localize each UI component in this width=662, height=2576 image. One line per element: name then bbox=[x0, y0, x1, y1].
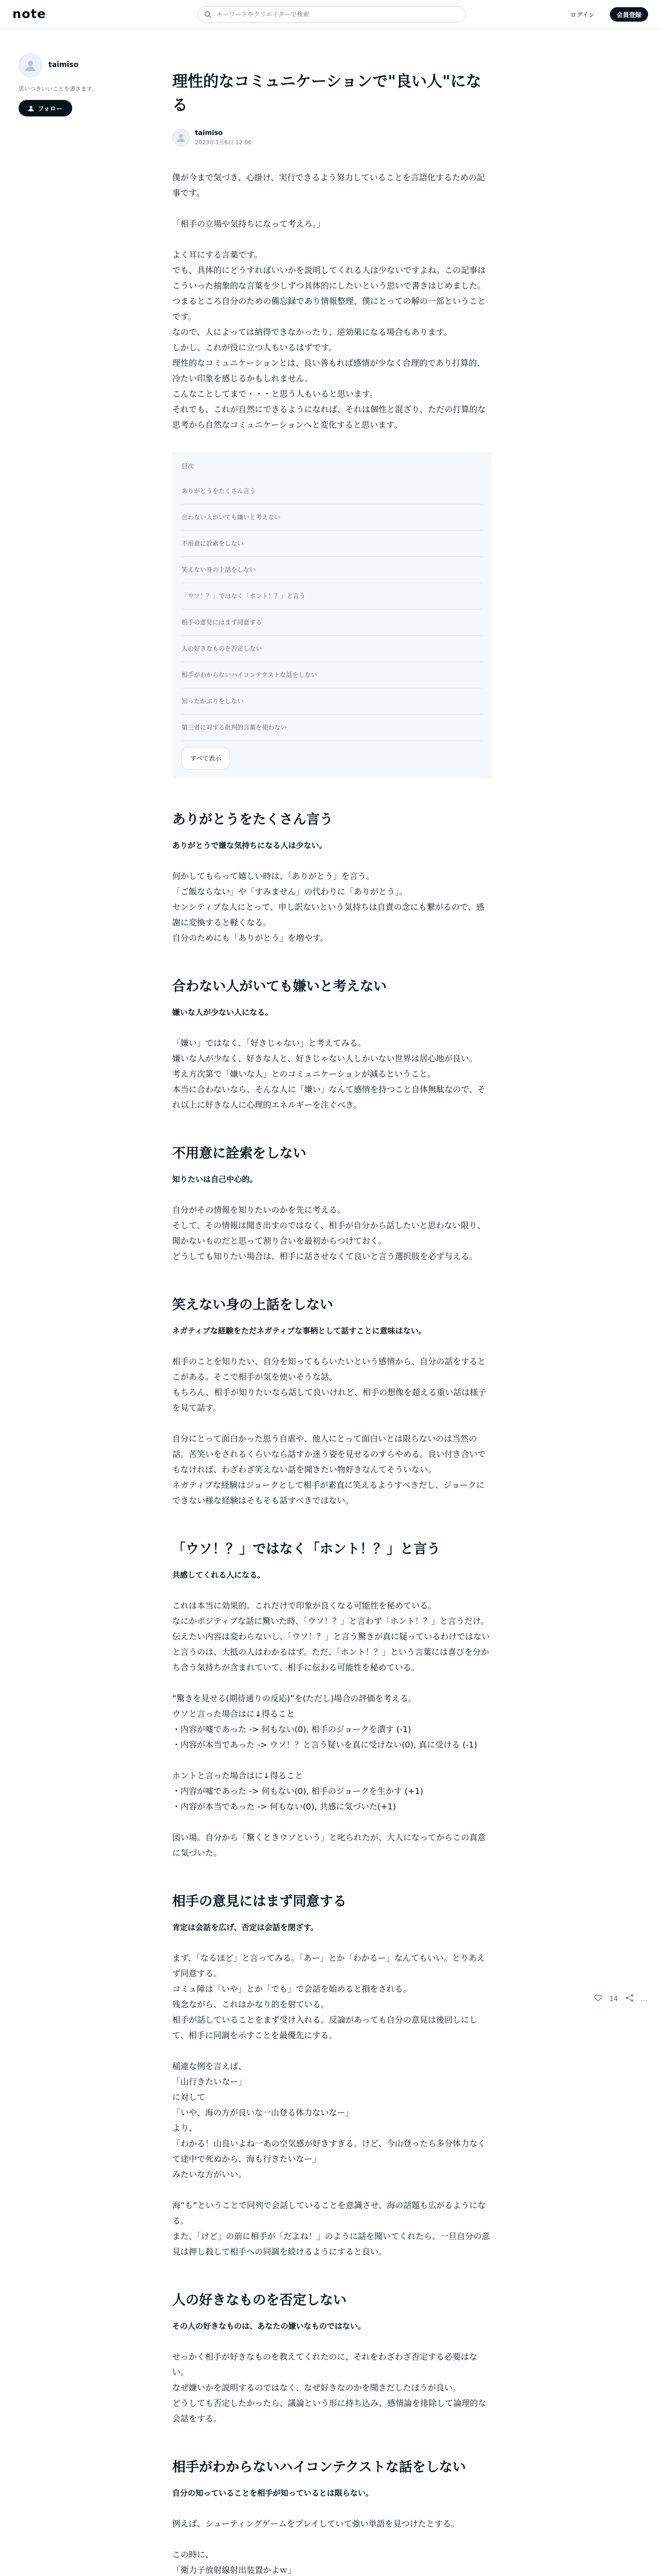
sidebar-bio: 思いつきいいことを書きます。 bbox=[19, 86, 98, 92]
section-heading: 合わない人がいても嫌いと考えない bbox=[172, 979, 387, 994]
author-avatar[interactable] bbox=[172, 129, 190, 146]
login-button[interactable]: ログイン bbox=[570, 11, 595, 19]
section-lead: ネガティブな経験をただネガティブな事柄として話すことに意味はない。 bbox=[172, 1326, 426, 1335]
search-input[interactable] bbox=[216, 10, 453, 19]
section-paragraph: 図い場。自分から「驚くときウソという」と叱られたが、大人になってからこの真意に気づいた。 bbox=[172, 1833, 486, 1858]
follow-button[interactable] bbox=[19, 100, 72, 116]
section-lead: 嫌いな人が少ない人になる。 bbox=[172, 1008, 273, 1017]
section-heading: 不用意に詮索をしない bbox=[172, 1146, 307, 1161]
section-paragraph: せっかく相手が好きなものを教えてくれたのに、それをわざわざ否定する必要はない。 なぜ嫌いかを説明するのではなく、なぜ好きなのかを聞きだしたほうが良い。 どうしても否定したかったら、議論という形に持ち込み、感情論を排除して論理的な会話をする。 bbox=[172, 2352, 486, 2424]
toc-item[interactable]: 「ウソ！？」ではなく「ホント！？」と言う bbox=[181, 583, 483, 609]
author-sidebar bbox=[19, 54, 137, 116]
floating-actions bbox=[594, 1994, 648, 2004]
section-paragraph: 相手のことを知りたい、自分を知ってもらいたいという感情から、自分の話をするとこがある。そこで相手が気を使いそうな話。 もちろん、相手が知りたいなら話して良いけれど、相手の想像を超える重い話は様子を見て話す。 bbox=[172, 1357, 486, 1413]
author-row bbox=[172, 129, 492, 146]
toc-item[interactable]: 人の好きなものを否定しない bbox=[181, 636, 483, 662]
register-button[interactable]: 会員登録 bbox=[610, 7, 648, 22]
section-paragraph: 自分がその情報を知りたいのかを先に考える。 そして、その情報は聞き出すのではなく、相手が自分から話したいと思わない限り、聞かないものだと思って割り合いを最初からつけておく。 どうしても知りたい場合は、相手に話させなくて良いと言う選択肢を必ず与える。 bbox=[172, 1205, 486, 1261]
toc-item[interactable]: ありがとうをたくさん言う bbox=[181, 478, 483, 504]
follow-label: フォロー bbox=[38, 105, 62, 112]
section-paragraph: 自分にとって面白かった思う自虐や、他人にとって面白いとは限らないのは当然の話。苦笑いをされるくらいなら話すか迷う姿を見せるのすらやめる。良い付き合いでもなければ、わざわざ笑えない話を聞きたい物好きなんてそういない。 ネガティブな経験はジョークとして相手が素直に笑えるようすべきだし、ジョークにできない様な経験はそもそも話すべきではない。 bbox=[172, 1434, 486, 1505]
section-heading: 相手がわからないハイコンテクストな話をしない bbox=[172, 2460, 466, 2475]
intro-paragraph-3: よく耳にする言葉です。 でも、具体的にどうすればいいかを説明してくれる人は少ないですよね。この記事はこういった抽象的な言葉を少しずつ具体的にしたいという思いで書きはじめました。 つまるところ自分のための備忘録であり情報整理、僕にとっての解の一部ということです。 なので、人によっては納得できなかったり、逆効果になる場合もあります。 しかし、これが役に立つ人もいるはずです。 理性的なコミュニケーションとは、良い善もれば感情が少なく合理的であり打算的、冷たい印象を感じるかもしれません。 こんなことしてまで・・・と思う人もいると思います。 それでも、これが自然にできるようになれば、それは個性と混ざり、ただの打算的な思考から自然なコミュニケーションへと変化すると思います。 bbox=[172, 250, 486, 430]
section-paragraph: 海”も”ということで同列で会話していることを意識させ、海の話題も広がるようになる。 また、「けど」の前に相手が「だよね！」のように話を聞いてくれたら、一旦自分の意見は押し殺して相手への同調を続けるようにすると良い。 bbox=[172, 2200, 490, 2257]
section-heading: 相手の意見にはまず同意する bbox=[172, 1894, 347, 1909]
toc-item[interactable]: 第三者に対する批判的言葉を使わない bbox=[181, 715, 483, 741]
article-title: 理性的なコミュニケーションで"良い人"になる bbox=[172, 73, 482, 114]
section-paragraph: ”驚きを見せる(期待通りの反応)”を(ただし)場合の評価を考える。 ウソと言った場合はに↓得ること ・内容が嘘であった -> 何もない(0), 相手のジョークを潰す (-1) ・内容が本当であった -> ウソ！？と言う疑いを真に受けない(0), 真に受ける (-1) bbox=[172, 1693, 477, 1750]
section-lead: 知りたいは自己中心的。 bbox=[172, 1175, 258, 1184]
section-lead: 肯定は会話を広げ、否定は会話を閉ざす。 bbox=[172, 1923, 319, 1932]
section-paragraph: 稲違な例を言えば、 「山行きたいなー」 に対して 「いや、海の方が良いな一山登る体力ないなー」 より、 「わかる！山良いよね一あの空気感が好きすぎる。けど、今山登ったら多分体力なくて途中で死ぬから、海も行きたいなー」 みたいな方がいい。 bbox=[172, 2061, 486, 2179]
search-box[interactable] bbox=[197, 6, 466, 23]
search-icon bbox=[204, 11, 211, 18]
section-lead: その人の好きなものは、あなたの嫌いなものではない。 bbox=[172, 2321, 366, 2331]
user-avatar-icon bbox=[176, 132, 186, 143]
section-heading: 「ウソ！？」ではなく「ホント！？」と言う bbox=[172, 1541, 441, 1557]
section-paragraph: この時に、 「衛力子放射線射出装置かよｗ」 bbox=[172, 2550, 296, 2575]
toc-item[interactable]: 知ったかぶりをしない bbox=[181, 688, 483, 715]
table-of-contents bbox=[172, 451, 492, 779]
article bbox=[172, 70, 492, 2576]
section-heading: 笑えない身の上話をしない bbox=[172, 1297, 334, 1313]
toc-item[interactable]: 相手の意見にはまず同意する bbox=[181, 609, 483, 636]
toc-show-all-button[interactable]: すべて表示 bbox=[181, 747, 230, 770]
note-logo[interactable]: note bbox=[12, 7, 46, 21]
section-paragraph: ホントと言った場合はに↓得ること ・内容が嘘であった -> 何もない(0), 相手のジョークを生かす (+1) ・内容が本当であった -> 何もない(0), 共感に気づいた(+1) bbox=[172, 1771, 423, 1811]
toc-item[interactable]: 笑えない身の上話をしない bbox=[181, 557, 483, 583]
top-bar bbox=[0, 0, 662, 29]
person-add-icon bbox=[28, 105, 35, 111]
avatar[interactable] bbox=[19, 54, 42, 77]
toc-item[interactable]: 合わない人がいても嫌いと考えない bbox=[181, 504, 483, 531]
section-paragraph: 「嫌い」ではなく、「好きじゃない」と考えてみる。 嫌いな人が少なく、好きな人と、好きじゃない人しかいない世界は居心地が良い。 考え方次第で「嫌いな人」とのコミュニケーションが減るということ。 本当に合わないなら、そんな人に「嫌い」なんて感情を持つこと自体無駄なので、それ以上に好きな人に心理的エネルギーを注ぐべき。 bbox=[172, 1038, 486, 1110]
section-heading: 人の好きなものを否定しない bbox=[172, 2293, 347, 2308]
share-icon[interactable] bbox=[625, 1994, 634, 2004]
article-body bbox=[172, 170, 492, 2576]
section-paragraph: まず、「なるほど」と言ってみる。「あー」とか「わかるー」なんてもいい。とりあえず同意する。 コミュ障は「いや」とか「でも」で会話を始めると損をされる。 残念ながら、これはかなり的を射ている。 相手が話していることをまず受け入れる。反論があっても自分の意見は後回しにして、相手に同調を示すことを最優先にする。 bbox=[172, 1953, 485, 2040]
user-avatar-icon bbox=[24, 59, 37, 72]
intro-paragraph-2: 「相手の立場や気持ちになって考えろ。」 bbox=[172, 219, 325, 229]
section-heading: ありがとうをたくさん言う bbox=[172, 812, 334, 827]
toc-item[interactable]: 不用意に詮索をしない bbox=[181, 531, 483, 557]
sidebar-author-name[interactable]: taimiso bbox=[48, 61, 79, 69]
like-count: 14 bbox=[609, 1995, 618, 2003]
section-paragraph: これは本当に効果的。これだけで印象が良くなる可能性を秘めている。 なにかポジティブな話に驚いた時、「ウソ！？」と言わず「ホント！？」と言うだけ。 伝えたい内容は変わらないし、「ウソ！？」と言う驚きが真に疑っているわけではないと言うのは、大抵の人はわかるはず。ただ、「ホント！？」という言葉には喜びを分かち合う気持ちが含まれていて、相手に伝わる可能性を秘めている。 bbox=[172, 1601, 490, 1672]
intro-paragraph-1: 僕が今まで気づき、心掛け、実行できるよう努力していることを言語化するための記事です。 bbox=[172, 173, 485, 198]
section-paragraph: 何かしてもらって嬉しい時は、「ありがとう」を言う。 「ご飯ならない」や「すみません」の代わりに「ありがとう」。 センシティブな人にとって、申し訳ないという気持ちは自責の念にも繋がるので、感謝に変換すると軽くなる。 自分のためにも「ありがとう」を増やす。 bbox=[172, 871, 485, 943]
section-lead: 共感してくれる人になる。 bbox=[172, 1570, 266, 1580]
author-name[interactable]: taimiso bbox=[195, 129, 223, 137]
toc-title: 目次 bbox=[181, 463, 194, 470]
publish-date: 2023年3月6日 12:06 bbox=[195, 139, 252, 146]
more-icon[interactable]: … bbox=[640, 1995, 648, 2003]
heart-icon[interactable] bbox=[594, 1994, 602, 2004]
section-lead: ありがとうで嫌な気持ちになる人は少ない。 bbox=[172, 841, 327, 850]
section-lead: 自分の知っていることを相手が知っているとは限らない。 bbox=[172, 2488, 374, 2498]
toc-item[interactable]: 相手がわからないハイコンテクストな話をしない bbox=[181, 662, 483, 688]
section-paragraph: 例えば、シューティングゲームをプレイしていて強い単語を見つけたとする。 bbox=[172, 2519, 459, 2529]
